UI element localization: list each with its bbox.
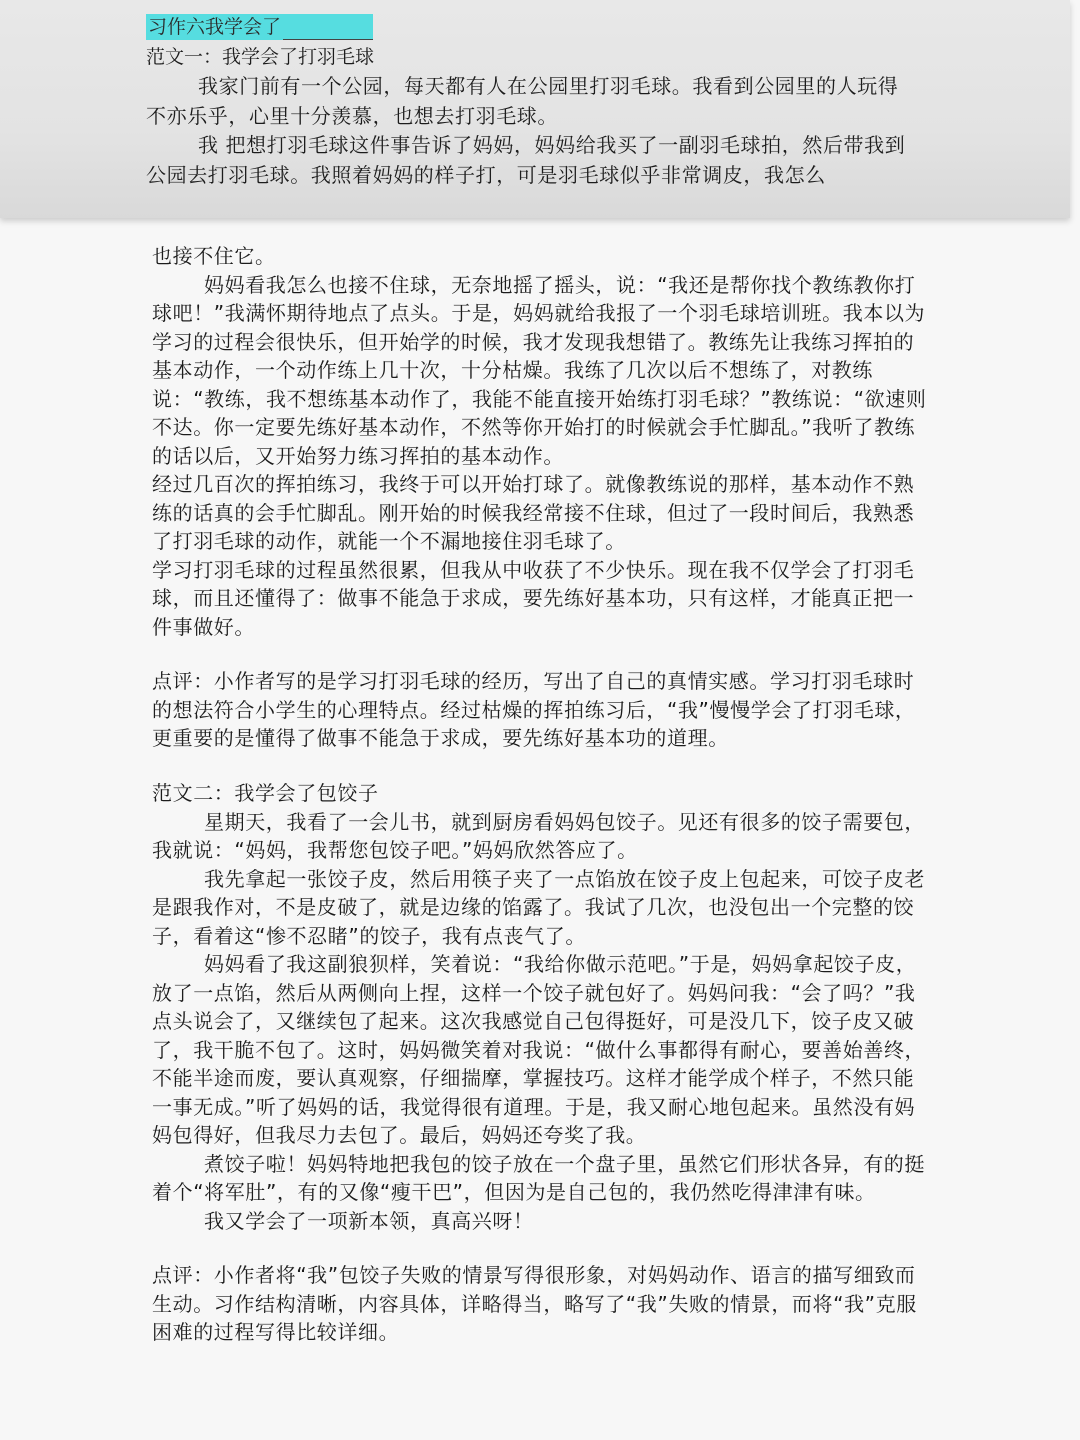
page-body bbox=[152, 242, 932, 1347]
essay2-paragraph-4: 煮饺子啦！妈妈特地把我包的饺子放在一个盘子里，虽然它们形状各异，有的挺着个“将军肚”，有的又像“瘦干巴”，但因为是自己包的，我仍然吃得津津有味。 bbox=[152, 1151, 925, 1204]
top-content bbox=[146, 12, 916, 190]
essay1-paragraph-2: 我 把想打羽毛球这件事告诉了妈妈，妈妈给我买了一副羽毛球拍，然后带我到公园去打羽毛球。我照着妈妈的样子打，可是羽毛球似乎非常调皮，我怎么 bbox=[146, 133, 906, 187]
assignment-title: 习作六我学会了 bbox=[148, 16, 282, 38]
essay1-review: 点评：小作者写的是学习打羽毛球的经历，写出了自己的真情实感。学习打羽毛球时的想法符合小学生的心理特点。经过枯燥的挥拍练习后，“我”慢慢学会了打羽毛球，更重要的是懂得了做事不能急于求成，要先练好基本功的道理。 bbox=[152, 669, 916, 750]
essay1-paragraph-3: 妈妈看我怎么也接不住球，无奈地摇了摇头，说：“我还是帮你找个教练教你打球吧！”我满怀期待地点了点头。于是，妈妈就给我报了一个羽毛球培训班。我本以为学习的过程会很快乐，但开始学的时候，我才发现我想错了。教练先让我练习挥拍的基本动作，一个动作练上几十次，十分枯燥。我练了几次以后不想练了，对教练说：“教练，我不想练基本动作了，我能不能直接开始练打羽毛球？”教练说：“欲速则不达。你一定要先练好基本动作，不然等你开始打的时候就会手忙脚乱。”我听了教练的话以后，又开始努力练习挥拍的基本动作。 bbox=[152, 272, 927, 468]
assignment-title-line bbox=[146, 12, 916, 42]
example2-title: 范文二：我学会了包饺子 bbox=[152, 780, 379, 805]
essay2-paragraph-1: 星期天，我看了一会儿书，就到厨房看妈妈包饺子。见还有很多的饺子需要包，我就说：“妈妈，我帮您包饺子吧。”妈妈欣然答应了。 bbox=[152, 809, 925, 862]
essay2-paragraph-2: 我先拿起一张饺子皮，然后用筷子夹了一点馅放在饺子皮上包起来，可饺子皮老是跟我作对，不是皮破了，就是边缘的馅露了。我试了几次，也没包出一个完整的饺子，看着这“惨不忍睹”的饺子，我有点丧气了。 bbox=[152, 866, 925, 948]
essay1-paragraph-5: 学习打羽毛球的过程虽然很累，但我从中收获了不少快乐。现在我不仅学会了打羽毛球，而且还懂得了：做事不能急于求成，要先练好基本功，只有这样，才能真正把一件事做好。 bbox=[152, 557, 915, 639]
essay2-paragraph-5: 我又学会了一项新本领，真高兴呀！ bbox=[204, 1208, 534, 1233]
top-photo-band bbox=[0, 0, 1070, 218]
essay2-paragraph-3: 妈妈看了我这副狼狈样，笑着说：“我给你做示范吧。”于是，妈妈拿起饺子皮，放了一点馅，然后从两侧向上捏，这样一个饺子就包好了。妈妈问我：“会了吗？”我点头说会了，又继续包了起来。这次我感觉自己包得挺好，可是没几下，饺子皮又破了，我干脆不包了。这时，妈妈微笑着对我说：“做什么事都得有耐心，要善始善终，不能半途而废，要认真观察，仔细揣摩，掌握技巧。这样才能学成个样子，不然只能一事无成。”听了妈妈的话，我觉得很有道理。于是，我又耐心地包起来。虽然没有妈妈包得好，但我尽力去包了。最后，妈妈还夸奖了我。 bbox=[152, 952, 926, 1147]
essay1-paragraph-1: 我家门前有一个公园，每天都有人在公园里打羽毛球。我看到公园里的人玩得不亦乐乎，心里十分羡慕，也想去打羽毛球。 bbox=[146, 74, 899, 128]
spacer bbox=[152, 1235, 932, 1261]
essay2-review: 点评：小作者将“我”包饺子失败的情景写得很形象，对妈妈动作、语言的描写细致而生动。习作结构清晰，内容具体，详略得当，略写了“我”失败的情景，而将“我”克服困难的过程写得比较详细。 bbox=[152, 1263, 917, 1344]
spacer bbox=[152, 753, 932, 779]
spacer bbox=[152, 641, 932, 667]
essay1-continuation: 也接不住它。 bbox=[152, 244, 276, 268]
example1-title: 范文一：我学会了打羽毛球 bbox=[146, 46, 375, 68]
title-blank-underline bbox=[283, 14, 373, 40]
essay1-paragraph-4: 经过几百次的挥拍练习，我终于可以开始打球了。就像教练说的那样，基本动作不熟练的话真的会手忙脚乱。刚开始的时候我经常接不住球，但过了一段时间后，我熟悉了打羽毛球的动作，就能一个不漏地接住羽毛球了。 bbox=[152, 472, 915, 553]
